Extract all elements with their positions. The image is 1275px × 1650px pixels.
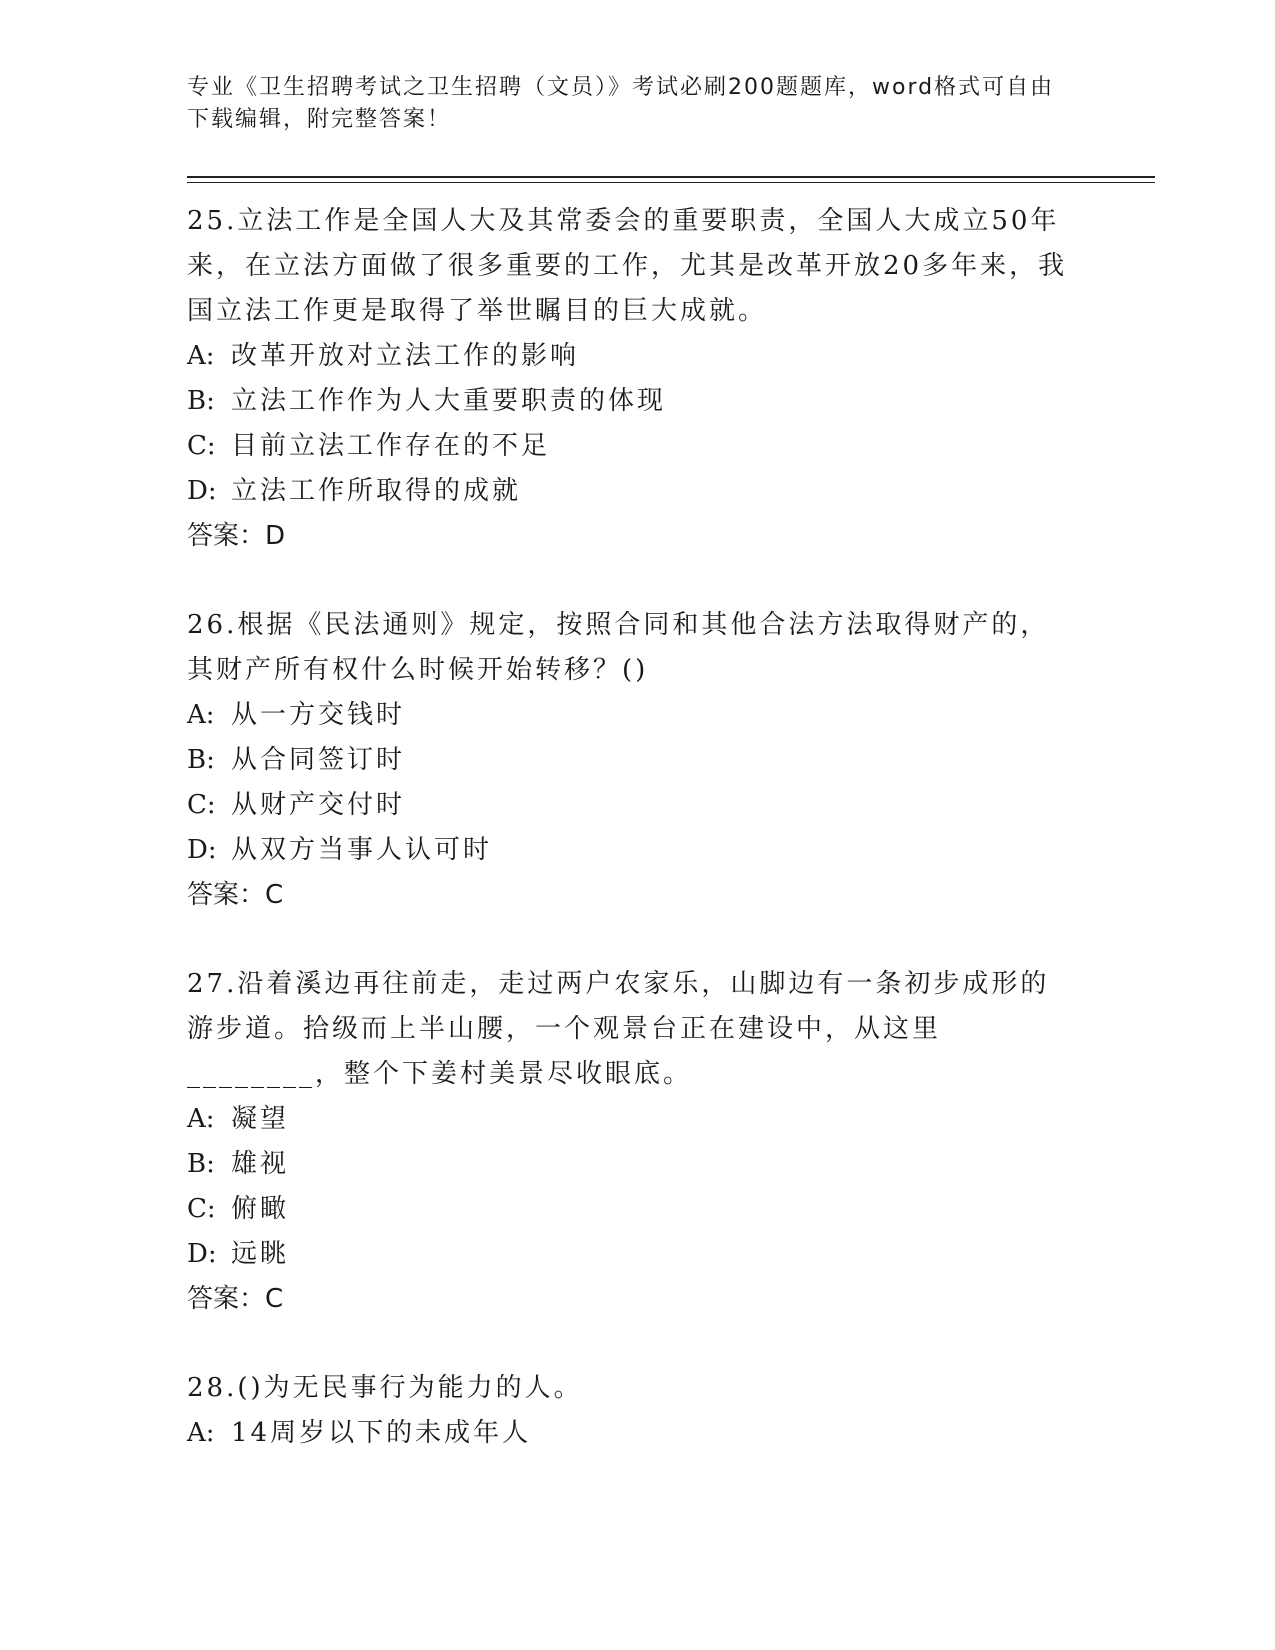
option-text: 俯瞰 (231, 1194, 290, 1224)
option-letter: A: (187, 341, 215, 371)
option-letter: A: (187, 700, 215, 730)
option-text: 目前立法工作存在的不足 (231, 431, 551, 461)
answer-option (187, 1187, 1155, 1232)
option-letter: C: (187, 431, 216, 461)
question-stem: 26.根据《民法通则》规定，按照合同和其他合法方法取得财产的，其财产所有权什么时候开始转移？() (187, 610, 1050, 685)
option-text: 凝望 (231, 1104, 290, 1134)
question-item (187, 603, 1155, 918)
answer-option (187, 1097, 1155, 1142)
option-text: 从双方当事人认可时 (231, 835, 493, 865)
answer-key: 答案：C (187, 880, 284, 910)
option-text: 从合同签订时 (231, 745, 406, 775)
option-letter: B: (187, 386, 215, 416)
option-text: 立法工作所取得的成就 (231, 476, 522, 506)
answer-option (187, 738, 1155, 783)
answer-option (187, 828, 1155, 873)
answer-option (187, 1142, 1155, 1187)
document-header: 专业《卫生招聘考试之卫生招聘（文员）》考试必刷200题题库，word格式可自由下载编辑，附完整答案！ (187, 75, 1055, 132)
answer-option (187, 693, 1155, 738)
option-letter: D: (187, 1239, 217, 1269)
answer-option (187, 469, 1155, 514)
answer-option (187, 334, 1155, 379)
question-stem: 27.沿着溪边再往前走，走过两户农家乐，山脚边有一条初步成形的游步道。拾级而上半山腰，一个观景台正在建设中，从这里________，整个下姜村美景尽收眼底。 (187, 969, 1050, 1089)
document-page (187, 72, 1155, 1500)
option-text: 远眺 (231, 1239, 290, 1269)
divider-line-bottom (187, 182, 1155, 183)
answer-option (187, 424, 1155, 469)
option-text: 14周岁以下的未成年人 (231, 1418, 532, 1448)
option-text: 从一方交钱时 (231, 700, 406, 730)
question-item (187, 199, 1155, 559)
option-letter: D: (187, 476, 217, 506)
option-letter: B: (187, 1149, 215, 1179)
answer-option (187, 1232, 1155, 1277)
answer-key: 答案：C (187, 1284, 284, 1314)
option-letter: A: (187, 1418, 215, 1448)
header-divider (187, 176, 1155, 183)
option-letter: D: (187, 835, 217, 865)
answer-key: 答案：D (187, 521, 286, 551)
option-text: 立法工作作为人大重要职责的体现 (231, 386, 667, 416)
divider-line-top (187, 176, 1155, 178)
question-item (187, 962, 1155, 1322)
option-letter: C: (187, 790, 216, 820)
answer-option (187, 783, 1155, 828)
option-text: 改革开放对立法工作的影响 (231, 341, 580, 371)
option-letter: C: (187, 1194, 216, 1224)
question-stem: 25.立法工作是全国人大及其常委会的重要职责，全国人大成立50年来，在立法方面做了很多重要的工作，尤其是改革开放20多年来，我国立法工作更是取得了举世瞩目的巨大成就。 (187, 206, 1068, 326)
answer-option (187, 1411, 1155, 1456)
question-stem: 28.()为无民事行为能力的人。 (187, 1373, 583, 1403)
option-letter: B: (187, 745, 215, 775)
answer-option (187, 379, 1155, 424)
option-letter: A: (187, 1104, 215, 1134)
question-item (187, 1366, 1155, 1456)
option-text: 从财产交付时 (231, 790, 406, 820)
option-text: 雄视 (231, 1149, 290, 1179)
question-list (187, 199, 1155, 1456)
